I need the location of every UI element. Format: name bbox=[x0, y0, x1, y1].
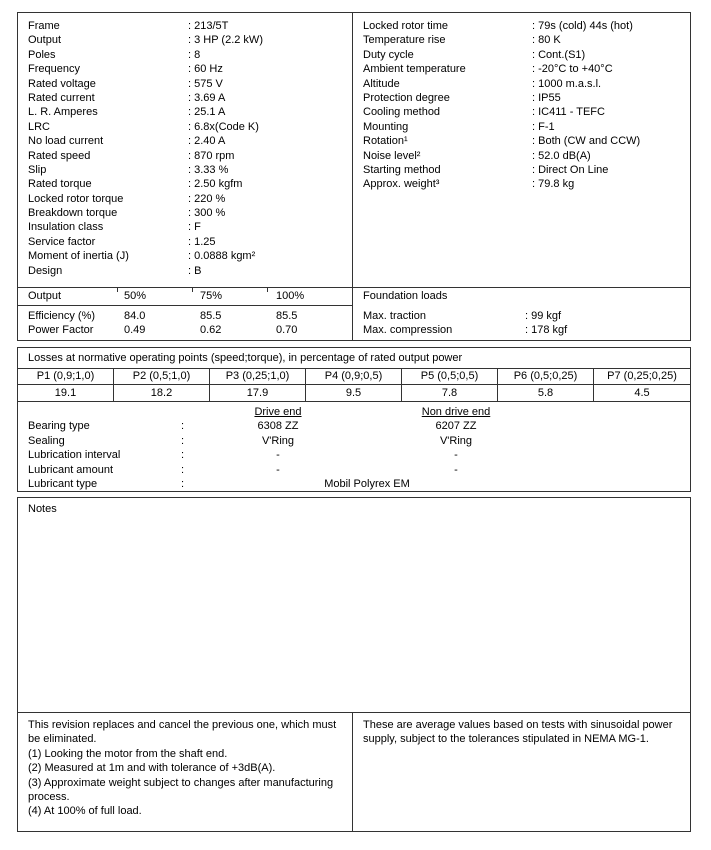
spec-value: : 52.0 dB(A) bbox=[532, 149, 591, 162]
row-label: Sealing bbox=[28, 434, 65, 447]
cell-value: Mobil Polyrex EM bbox=[324, 477, 410, 490]
spec-row bbox=[18, 249, 352, 263]
spec-value: : 3 HP (2.2 kW) bbox=[188, 34, 263, 47]
cell-value: V'Ring bbox=[439, 434, 473, 447]
spec-label: Ambient temperature bbox=[363, 63, 466, 76]
row-label: Lubrication interval bbox=[28, 449, 121, 462]
spec-label: Rated current bbox=[28, 91, 95, 104]
bearings-header-row bbox=[18, 405, 690, 419]
footnote-line: (3) Approximate weight subject to changes after manufacturing process. bbox=[28, 776, 334, 804]
spec-value: : B bbox=[188, 264, 202, 277]
spec-row bbox=[18, 105, 352, 119]
spec-value: : 8 bbox=[188, 48, 201, 61]
losses-value-row bbox=[18, 385, 690, 401]
spec-value: : 3.69 A bbox=[188, 91, 226, 104]
spec-label: Insulation class bbox=[28, 221, 104, 234]
footnotes-right bbox=[353, 713, 690, 831]
spec-label: Service factor bbox=[28, 235, 96, 248]
spec-row bbox=[353, 105, 691, 119]
row-label: Max. traction bbox=[363, 310, 426, 322]
row-label: Lubricant type bbox=[28, 477, 98, 490]
footnote-line: (2) Measured at 1m and with tolerance of +3dB(A). bbox=[28, 762, 276, 775]
spec-row bbox=[18, 192, 352, 206]
spec-label: Starting method bbox=[363, 163, 441, 176]
spec-row bbox=[18, 48, 352, 62]
spec-value: : 1.25 bbox=[188, 235, 216, 248]
spec-row bbox=[353, 62, 691, 76]
spec-value: : 60 Hz bbox=[188, 63, 223, 76]
foundation-loads-title: Foundation loads bbox=[363, 290, 448, 302]
footnotes-section bbox=[17, 713, 691, 832]
bearing-type-row bbox=[18, 419, 690, 433]
spec-value: : 80 K bbox=[532, 34, 561, 47]
notes-title: Notes bbox=[28, 503, 57, 515]
cell-value: : 99 kgf bbox=[525, 310, 562, 322]
spec-row bbox=[353, 177, 691, 191]
spec-row bbox=[18, 77, 352, 91]
spec-value: : 220 % bbox=[188, 192, 226, 205]
spec-label: Frame bbox=[28, 20, 60, 32]
cell-value: V'Ring bbox=[261, 434, 295, 447]
spec-row bbox=[18, 163, 352, 177]
spec-row bbox=[18, 177, 352, 191]
spec-row bbox=[353, 77, 691, 91]
output-header-75: 75% bbox=[200, 290, 223, 302]
spec-value: : F bbox=[188, 221, 201, 234]
spec-value: : IP55 bbox=[532, 91, 561, 104]
losses-header-row bbox=[18, 369, 690, 385]
lubricant-amount-row bbox=[18, 463, 690, 477]
losses-section bbox=[17, 347, 691, 402]
losses-header-cell: P6 (0,5;0,25) bbox=[498, 369, 594, 385]
efficiency-row bbox=[18, 309, 352, 323]
spec-label: Design bbox=[28, 264, 63, 277]
spec-label: Rated voltage bbox=[28, 77, 96, 90]
cell-value: 84.0 bbox=[124, 310, 146, 322]
spec-row bbox=[18, 220, 352, 234]
spec-label: Rated speed bbox=[28, 149, 91, 162]
spec-value: : -20°C to +40°C bbox=[532, 63, 613, 76]
cell-value: 0.70 bbox=[276, 324, 298, 337]
losses-value-cell: 17.9 bbox=[210, 385, 306, 401]
spec-value: : F-1 bbox=[532, 120, 555, 133]
power-factor-row bbox=[18, 323, 352, 337]
bearings-section bbox=[17, 402, 691, 492]
output-header-label: Output bbox=[28, 290, 62, 302]
footnote-line: These are average values based on tests with sinusoidal power supply, subject to the tolerances stipulated in NEMA MG-1. bbox=[363, 719, 673, 746]
colon-separator: : bbox=[181, 420, 185, 433]
row-label: Efficiency (%) bbox=[28, 310, 96, 322]
losses-title: Losses at normative operating points (speed;torque), in percentage of rated output power bbox=[18, 348, 690, 369]
output-header-100: 100% bbox=[276, 290, 305, 302]
row-label: Lubricant amount bbox=[28, 463, 113, 476]
spec-row bbox=[18, 134, 352, 148]
spec-row bbox=[353, 134, 691, 148]
spec-label: Moment of inertia (J) bbox=[28, 250, 129, 263]
losses-header-cell: P5 (0,5;0,5) bbox=[402, 369, 498, 385]
spec-label: Approx. weight³ bbox=[363, 178, 440, 191]
spec-label: No load current bbox=[28, 135, 104, 148]
spec-row bbox=[353, 91, 691, 105]
spec-label: Slip bbox=[28, 163, 47, 176]
spec-row bbox=[18, 149, 352, 163]
spec-value: : 575 V bbox=[188, 77, 223, 90]
spec-label: Poles bbox=[28, 48, 56, 61]
row-label: Bearing type bbox=[28, 420, 90, 433]
spec-value: : 79s (cold) 44s (hot) bbox=[532, 20, 633, 32]
spec-value: : 213/5T bbox=[188, 20, 229, 32]
spec-row bbox=[353, 163, 691, 177]
spec-value: : 2.40 A bbox=[188, 135, 226, 148]
spec-label: Protection degree bbox=[363, 91, 450, 104]
spec-row bbox=[18, 91, 352, 105]
specs-right-column bbox=[353, 19, 691, 192]
spec-label: Locked rotor time bbox=[363, 20, 448, 32]
spec-row bbox=[353, 33, 691, 47]
spec-label: Altitude bbox=[363, 77, 400, 90]
spec-row bbox=[18, 62, 352, 76]
spec-label: Rated torque bbox=[28, 178, 92, 191]
cell-value: - bbox=[454, 463, 458, 476]
spec-row bbox=[353, 19, 691, 33]
spec-row bbox=[18, 120, 352, 134]
cell-value: 6207 ZZ bbox=[435, 420, 477, 433]
output-table-header bbox=[18, 288, 352, 306]
row-label: Power Factor bbox=[28, 324, 94, 337]
spec-row bbox=[353, 120, 691, 134]
spec-value: : Cont.(S1) bbox=[532, 48, 586, 61]
cell-value: - bbox=[276, 449, 280, 462]
cell-value: - bbox=[276, 463, 280, 476]
footnote-line: This revision replaces and cancel the previous one, which must be eliminated. bbox=[28, 719, 337, 746]
colon-separator: : bbox=[181, 434, 185, 447]
spec-value: : 2.50 kgfm bbox=[188, 178, 243, 191]
colon-separator: : bbox=[181, 463, 185, 476]
notes-section bbox=[17, 497, 691, 713]
losses-value-cell: 18.2 bbox=[114, 385, 210, 401]
footnote-line: (1) Looking the motor from the shaft end. bbox=[28, 747, 228, 760]
motor-specs-section bbox=[17, 12, 691, 341]
lubricant-type-row bbox=[18, 477, 690, 491]
cell-value: 6308 ZZ bbox=[257, 420, 299, 433]
cell-value: 0.62 bbox=[200, 324, 222, 337]
cell-value: : 178 kgf bbox=[525, 324, 568, 337]
max-compression-row bbox=[353, 323, 691, 337]
spec-label: Frequency bbox=[28, 63, 80, 76]
spec-value: : 1000 m.a.s.l. bbox=[532, 77, 602, 90]
spec-label: Output bbox=[28, 34, 62, 47]
spec-row bbox=[18, 33, 352, 47]
spec-value: : 3.33 % bbox=[188, 163, 229, 176]
spec-label: Cooling method bbox=[363, 106, 441, 119]
lubrication-interval-row bbox=[18, 448, 690, 462]
losses-value-cell: 9.5 bbox=[306, 385, 402, 401]
drive-end-header: Drive end bbox=[254, 406, 302, 418]
losses-header-cell: P4 (0,9;0,5) bbox=[306, 369, 402, 385]
losses-value-cell: 4.5 bbox=[634, 387, 650, 399]
spec-value: : Direct On Line bbox=[532, 163, 609, 176]
spec-row bbox=[18, 19, 352, 33]
footnote-line: (4) At 100% of full load. bbox=[28, 805, 142, 818]
spec-label: L. R. Amperes bbox=[28, 106, 98, 119]
spec-row bbox=[353, 149, 691, 163]
footnotes-left bbox=[18, 713, 352, 831]
colon-separator: : bbox=[181, 477, 185, 490]
losses-value-cell: 19.1 bbox=[18, 385, 114, 401]
spec-value: : 870 rpm bbox=[188, 149, 235, 162]
row-label: Max. compression bbox=[363, 324, 453, 337]
losses-header-cell: P7 (0,25;0,25) bbox=[594, 369, 690, 385]
losses-header-cell: P2 (0,5;1,0) bbox=[114, 369, 210, 385]
spec-row bbox=[18, 235, 352, 249]
max-traction-row bbox=[353, 309, 691, 323]
cell-value: 85.5 bbox=[200, 310, 222, 322]
spec-label: Temperature rise bbox=[363, 34, 446, 47]
output-header-50: 50% bbox=[124, 290, 147, 302]
spec-label: LRC bbox=[28, 120, 51, 133]
cell-value: 85.5 bbox=[276, 310, 298, 322]
spec-label: Locked rotor torque bbox=[28, 192, 124, 205]
spec-value: : Both (CW and CCW) bbox=[532, 135, 641, 148]
spec-label: Noise level² bbox=[363, 149, 421, 162]
cell-value: 0.49 bbox=[124, 324, 146, 337]
spec-label: Mounting bbox=[363, 120, 409, 133]
spec-row bbox=[353, 48, 691, 62]
spec-value: : 300 % bbox=[188, 207, 226, 220]
losses-value-cell: 7.8 bbox=[402, 385, 498, 401]
spec-label: Duty cycle bbox=[363, 48, 414, 61]
spec-value: : IC411 - TEFC bbox=[532, 106, 605, 119]
losses-header-cell: P1 (0,9;1,0) bbox=[18, 369, 114, 385]
cell-value: - bbox=[454, 449, 458, 462]
sealing-row bbox=[18, 434, 690, 448]
spec-row bbox=[18, 206, 352, 220]
spec-label: Rotation¹ bbox=[363, 135, 408, 148]
colon-separator: : bbox=[181, 449, 185, 462]
spec-value: : 79.8 kg bbox=[532, 178, 575, 191]
spec-row bbox=[18, 264, 352, 278]
spec-value: : 6.8x(Code K) bbox=[188, 120, 259, 133]
specs-left-column bbox=[18, 19, 352, 278]
non-drive-end-header: Non drive end bbox=[421, 406, 491, 418]
spec-value: : 25.1 A bbox=[188, 106, 226, 119]
spec-value: : 0.0888 kgm² bbox=[188, 250, 256, 263]
losses-header-cell: P3 (0,25;1,0) bbox=[210, 369, 306, 385]
spec-label: Breakdown torque bbox=[28, 207, 118, 220]
losses-value-cell: 5.8 bbox=[498, 385, 594, 401]
